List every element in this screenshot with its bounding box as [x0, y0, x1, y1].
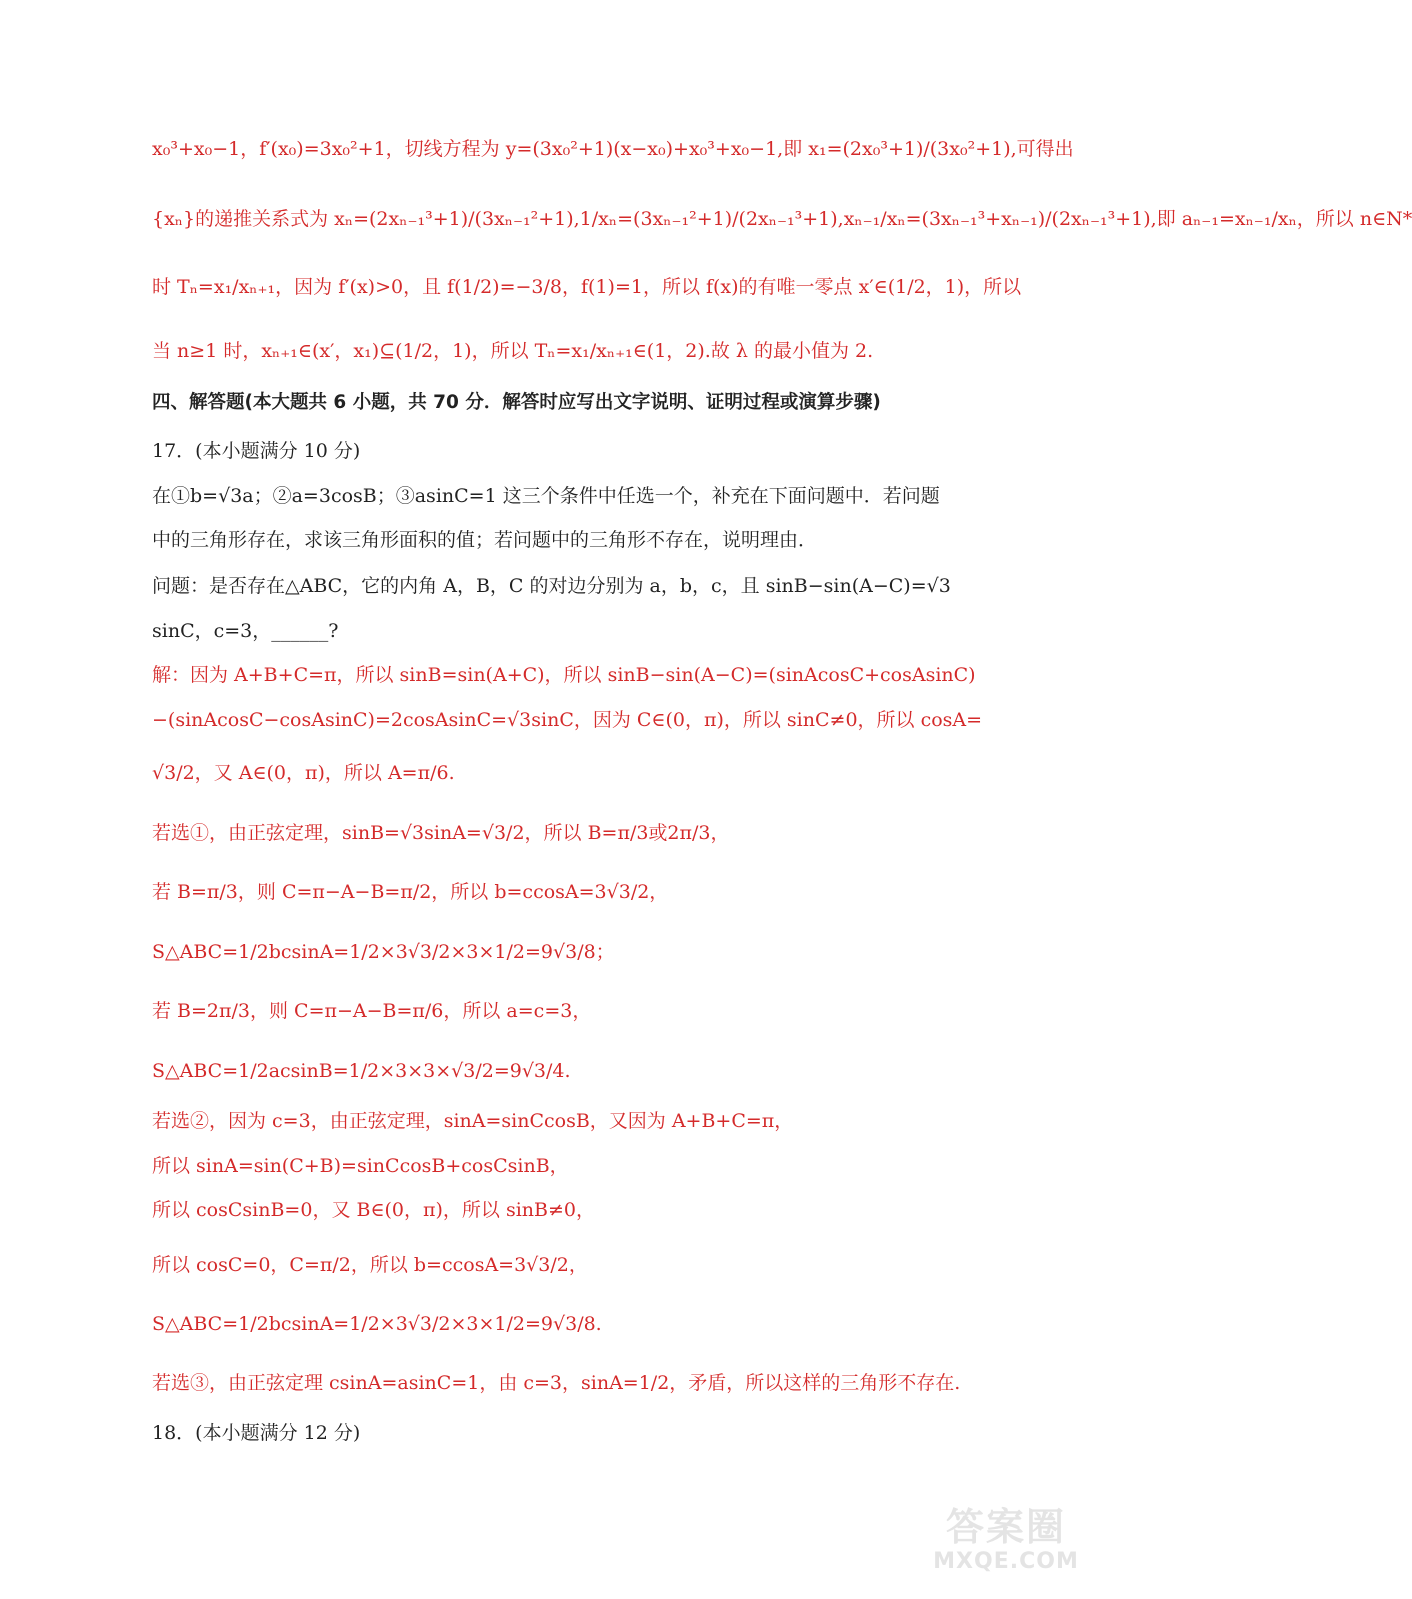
text-line: x₀³+x₀−1，f′(x₀)=3x₀²+1，切线方程为 y=(3x₀²+1)(x−x₀)+x₀³+x₀−1,即 x₁=(2x₀³+1)/(3x₀²+1),可得出 [152, 138, 1074, 160]
solution-line: −(sinAcosC−cosAsinC)=2cosAsinC=√3sinC，因为 C∈(0，π)，所以 sinC≠0，所以 cosA= [152, 709, 983, 731]
watermark-logo [926, 1505, 1086, 1585]
solution-line: 所以 cosCsinB=0，又 B∈(0，π)，所以 sinB≠0， [152, 1199, 595, 1221]
section-heading: 四、解答题(本大题共 6 小题，共 70 分．解答时应写出文字说明、证明过程或演算步骤) [152, 392, 881, 413]
solution-line: 若选③，由正弦定理 csinA=asinC=1，由 c=3，sinA=1/2，矛盾，所以这样的三角形不存在. [152, 1372, 961, 1394]
question-number: 17．(本小题满分 10 分) [152, 440, 361, 462]
solution-line: S△ABC=1/2acsinB=1/2×3×3×√3/2=9√3/4. [152, 1060, 571, 1082]
question-number: 18．(本小题满分 12 分) [152, 1422, 361, 1444]
solution-line: 若 B=2π/3，则 C=π−A−B=π/6，所以 a=c=3， [152, 1000, 592, 1022]
solution-line: 若选①，由正弦定理，sinB=√3sinA=√3/2，所以 B=π/3或2π/3， [152, 822, 730, 844]
watermark-url: MXQE.COM [933, 1549, 1079, 1574]
solution-line: √3/2，又 A∈(0，π)，所以 A=π/6. [152, 762, 455, 784]
text-line: {xₙ}的递推关系式为 xₙ=(2xₙ₋₁³+1)/(3xₙ₋₁²+1),1/xₙ=(3xₙ₋₁²+1)/(2xₙ₋₁³+1),xₙ₋₁/xₙ=(3xₙ₋₁³+xₙ₋₁)/(2xₙ₋₁³+1),即 aₙ₋₁=xₙ₋₁/xₙ，所以 n∈N* [152, 208, 1412, 230]
solution-line: S△ABC=1/2bcsinA=1/2×3√3/2×3×1/2=9√3/8. [152, 1313, 602, 1335]
watermark-text: 答案圈 [945, 1505, 1066, 1549]
solution-line: 所以 cosC=0，C=π/2，所以 b=ccosA=3√3/2， [152, 1254, 588, 1276]
question-text: 问题：是否存在△ABC，它的内角 A，B，C 的对边分别为 a，b，c，且 sinB−sin(A−C)=√3 [152, 575, 951, 597]
solution-line: 若选②，因为 c=3，由正弦定理，sinA=sinCcosB，又因为 A+B+C=π， [152, 1110, 794, 1132]
question-text: 中的三角形存在，求该三角形面积的值；若问题中的三角形不存在，说明理由． [152, 529, 818, 551]
question-text: 在①b=√3a；②a=3cosB；③asinC=1 这三个条件中任选一个，补充在下面问题中．若问题 [152, 485, 940, 507]
text-line: 当 n≥1 时，xₙ₊₁∈(x′，x₁)⊆(1/2，1)，所以 Tₙ=x₁/xₙ₊₁∈(1，2).故 λ 的最小值为 2. [152, 340, 874, 362]
solution-line: 所以 sinA=sin(C+B)=sinCcosB+cosCsinB， [152, 1155, 569, 1177]
solution-line: 若 B=π/3，则 C=π−A−B=π/2，所以 b=ccosA=3√3/2， [152, 881, 669, 903]
question-text: sinC，c=3，______? [152, 620, 339, 642]
solution-line: 解：因为 A+B+C=π，所以 sinB=sin(A+C)，所以 sinB−sin(A−C)=(sinAcosC+cosAsinC) [152, 664, 976, 686]
solution-line: S△ABC=1/2bcsinA=1/2×3√3/2×3×1/2=9√3/8； [152, 941, 615, 963]
text-line: 时 Tₙ=x₁/xₙ₊₁，因为 f′(x)>0，且 f(1/2)=−3/8，f(1)=1，所以 f(x)的有唯一零点 x′∈(1/2，1)，所以 [152, 276, 1022, 298]
